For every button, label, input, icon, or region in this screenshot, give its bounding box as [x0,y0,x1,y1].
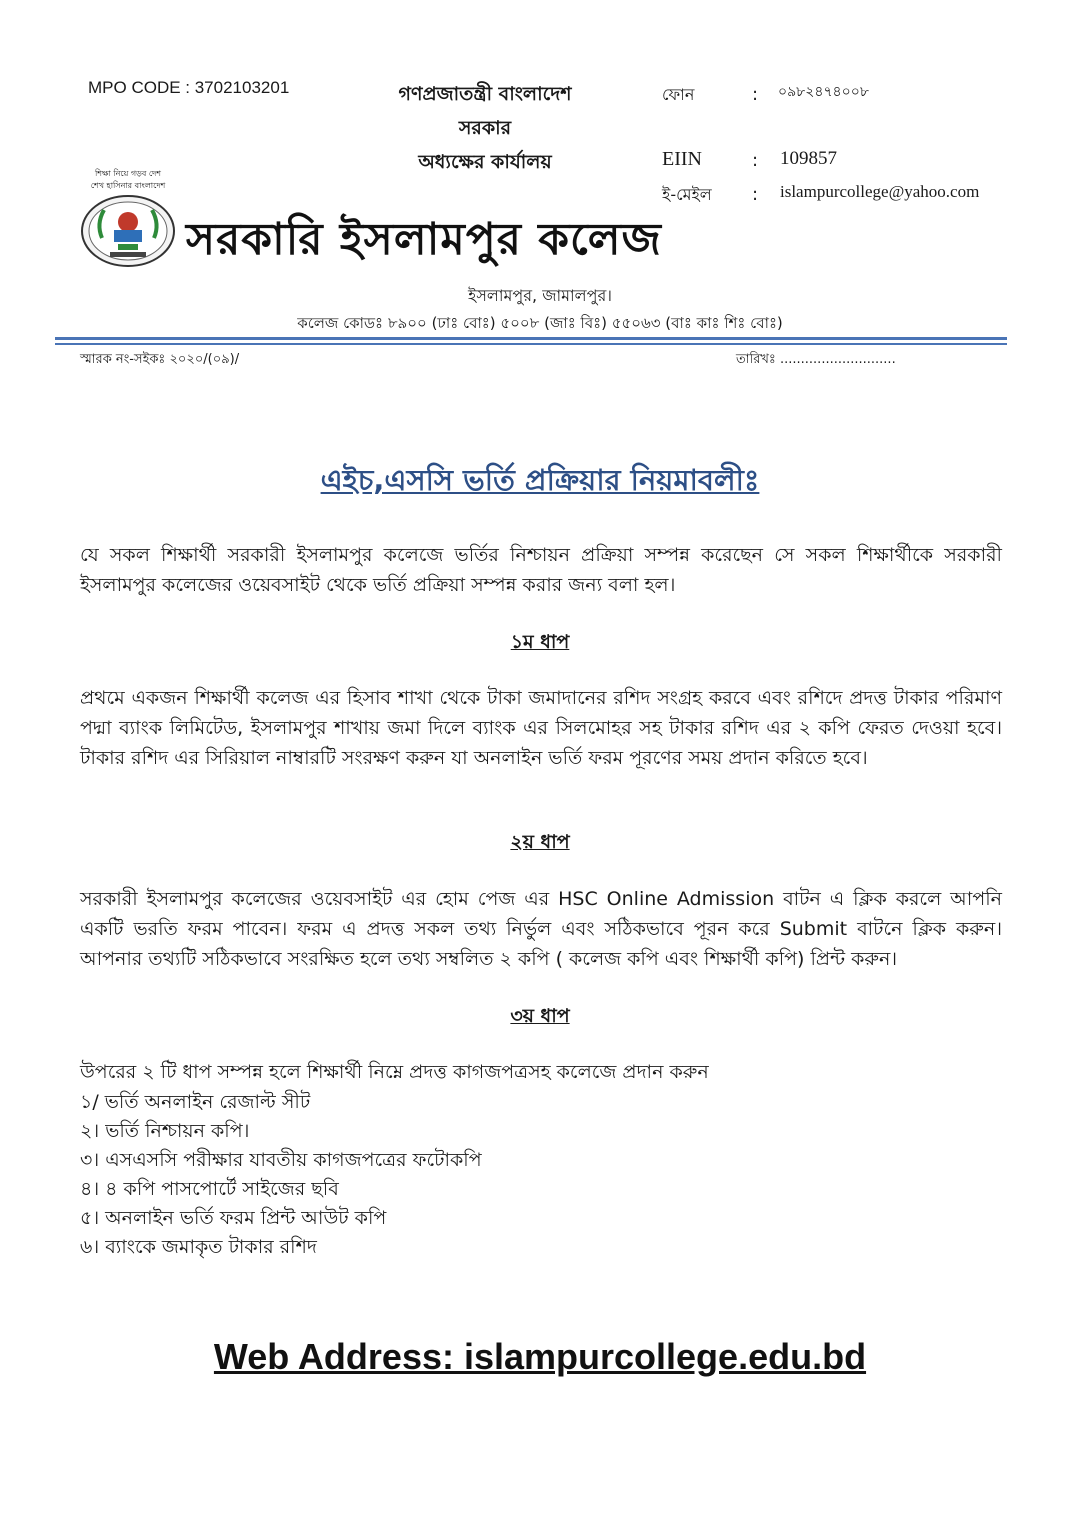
gov-line-country: গণপ্রজাতন্ত্রী বাংলাদেশ [398,83,572,105]
email-value[interactable]: islampurcollege@yahoo.com [780,182,980,201]
eiin-value: 109857 [780,148,837,169]
date-field: তারিখঃ ............................ [736,352,896,367]
step2-paragraph: সরকারী ইসলামপুর কলেজের ওয়েবসাইট এর হোম পেজ এর HSC Online Admission বাটন এ ক্লিক করলে আপনি একটি ভরতি ফরম পাবেন। ফরম এ প্রদত্ত সকল তথ্য নির্ভুল এবং সঠিকভাবে পূরন করে Submit বাটনে ক্লিক করুন। আপনার তথ্যটি সঠিকভাবে সংরক্ষিত হলে তথ্য সম্বলিত ২ কপি ( কলেজ কপি এবং শিক্ষার্থী কপি) প্রিন্ট করুন। [80,888,1002,970]
memo-number: স্মারক নং-সইকঃ ২০২০/(০৯)/ [80,352,240,367]
gov-line-office: অধ্যক্ষের কার্যালয় [418,151,552,173]
eiin-colon: : [752,150,759,171]
slogan-line-1: শিক্ষা নিয়ে গড়ব দেশ [94,169,162,178]
header-divider-bottom [55,343,1007,345]
step1-paragraph: প্রথমে একজন শিক্ষার্থী কলেজ এর হিসাব শাখা থেকে টাকা জমাদানের রশিদ সংগ্রহ করবে এবং রশিদে প্রদত্ত টাকার পরিমাণ পদ্মা ব্যাংক লিমিটেড, ইসলামপুর শাখায় জমা দিলে ব্যাংক এর সিলমোহর সহ টাকার রশিদ এর ২ কপি ফেরত দেওয়া হবে। টাকার রশিদ এর সিরিয়াল নাম্বারটি সংরক্ষণ করুন যা অনলাইন ভর্তি ফরম পূরণের সময় প্রদান করিতে হবে। [80,687,1002,769]
slogan-line-2: শেখ হাসিনার বাংলাদেশ [90,181,166,190]
college-logo-icon [80,194,176,268]
gov-line-government: সরকার [458,117,512,139]
intro-paragraph: যে সকল শিক্ষার্থী সরকারী ইসলামপুর কলেজে ভর্তির নিশ্চায়ন প্রক্রিয়া সম্পন্ন করেছেন সে সকল শিক্ষার্থীকে সরকারী ইসলামপুর কলেজের ওয়েবসাইট থেকে ভর্তি প্রক্রিয়া সম্পন্ন করার জন্য বলা হল। [80,544,1002,596]
phone-label: ফোন [662,85,695,104]
web-address-link[interactable]: Web Address: islampurcollege.edu.bd [213,1336,867,1377]
phone-value: ০৯৮২৪৭৪০০৮ [778,84,869,100]
step2-title: ২য় ধাপ [510,831,570,853]
document-item: ৩। এসএসসি পরীক্ষার যাবতীয় কাগজপত্রের ফটোকপি [80,1149,482,1171]
email-label: ই-মেইল [662,185,712,204]
email-colon: : [752,184,759,205]
step3-title: ৩য় ধাপ [510,1005,570,1027]
eiin-label: EIIN [662,148,702,170]
document-item: ৫। অনলাইন ভর্তি ফরম প্রিন্ট আউট কপি [80,1207,387,1229]
step3-intro: উপরের ২ টি ধাপ সম্পন্ন হলে শিক্ষার্থী নিম্নে প্রদত্ত কাগজপত্রসহ কলেজে প্রদান করুন [80,1061,709,1083]
college-codes: কলেজ কোডঃ ৮৯০০ (ঢাঃ বোঃ) ৫০০৮ (জাঃ বিঃ) ৫৫০৬৩ (বাঃ কাঃ শিঃ বোঃ) [297,314,783,332]
document-item: ৪। ৪ কপি পাসপোর্টে সাইজের ছবি [80,1178,339,1200]
document-item: ২। ভর্তি নিশ্চায়ন কপি। [80,1120,250,1142]
document-item: ৬। ব্যাংকে জমাকৃত টাকার রশিদ [80,1236,317,1258]
college-address: ইসলামপুর, জামালপুর। [468,286,612,305]
phone-colon: : [752,84,759,105]
mpo-code: MPO CODE : 3702103201 [88,78,290,97]
college-name: সরকারি ইসলামপুর কলেজ [186,214,662,265]
document-item: ১/ ভর্তি অনলাইন রেজাল্ট সীট [80,1091,311,1113]
header-divider-top [55,337,1007,340]
step1-title: ১ম ধাপ [510,631,570,653]
notice-heading: এইচ,এসসি ভর্তি প্রক্রিয়ার নিয়মাবলীঃ [320,463,760,497]
